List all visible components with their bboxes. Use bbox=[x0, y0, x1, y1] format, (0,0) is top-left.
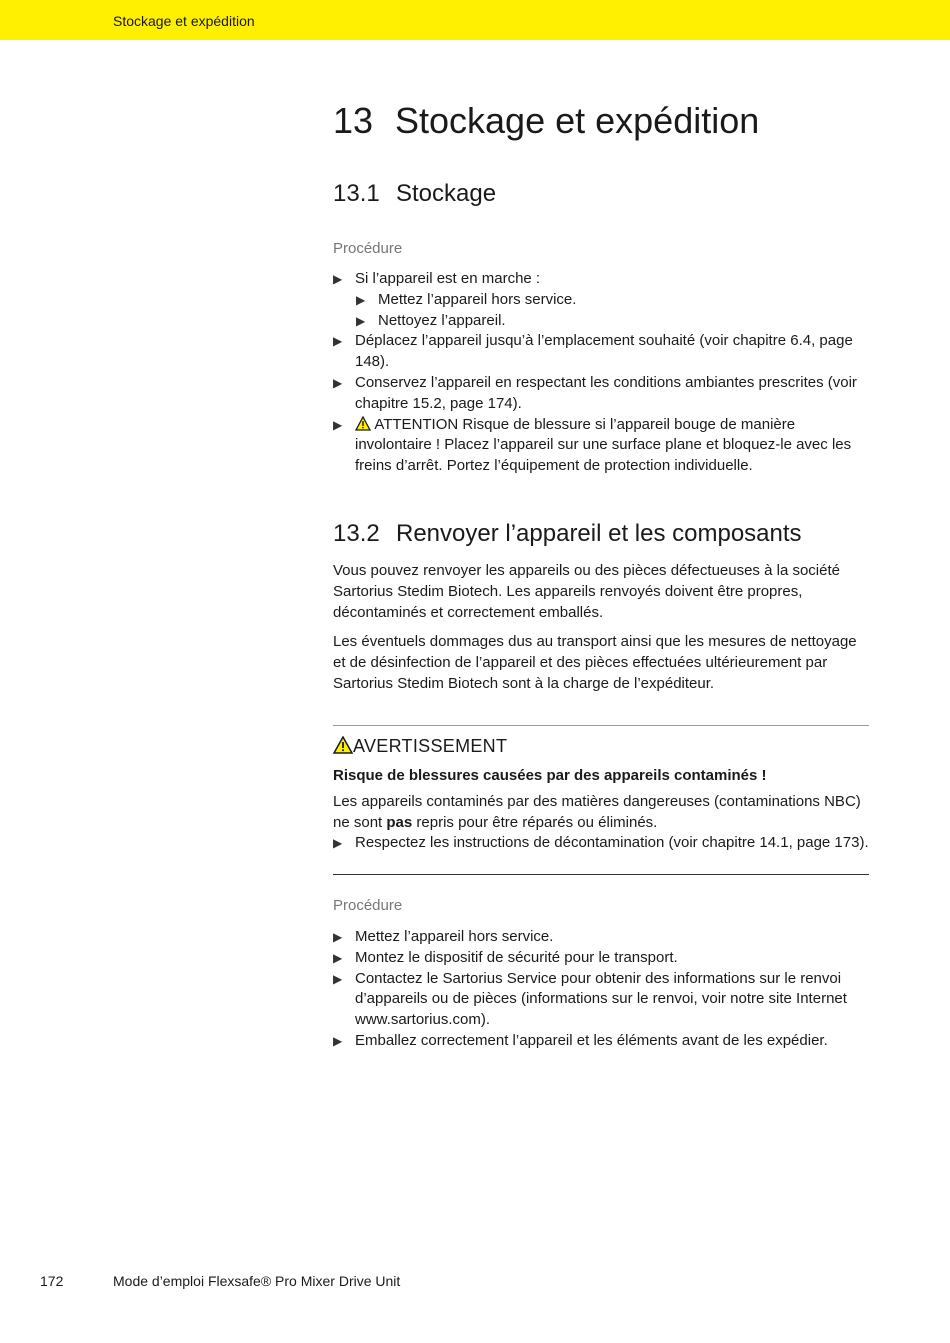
warning-text bbox=[333, 792, 869, 834]
section-title-return bbox=[333, 520, 802, 548]
list-item bbox=[333, 1031, 869, 1052]
step-text: Nettoyez l’appareil. bbox=[378, 311, 506, 329]
step-text: Conservez l’appareil en respectant les conditions ambiantes prescrites (voir chapitre 15.2, page 174). bbox=[355, 373, 857, 412]
header-band bbox=[0, 0, 950, 40]
list-item bbox=[333, 290, 869, 311]
arrow-bullet-icon: ▶ bbox=[333, 950, 343, 965]
list-item bbox=[333, 833, 869, 854]
step-text: Si l’appareil est en marche : bbox=[355, 270, 541, 287]
step-text: Contactez le Sartorius Service pour obtenir des informations sur le renvoi d’appareils ou de pièces (informations sur le renvoi, voir notre site Internet www.sartorius.com). bbox=[355, 969, 847, 1029]
warning-steps-list bbox=[333, 833, 869, 854]
page-number: 172 bbox=[40, 1273, 64, 1289]
attention-text: Risque de blessure si l’appareil bouge de manière involontaire ! Placez l’appareil sur une surface plane et bloquez-le avec les freins d’arrêt. Portez l’équipement de protection individuelle. bbox=[355, 415, 852, 475]
warning-title-text: AVERTISSEMENT bbox=[353, 736, 508, 756]
arrow-bullet-icon: ▶ bbox=[356, 292, 366, 307]
document-title: Mode d’emploi Flexsafe® Pro Mixer Drive Unit bbox=[113, 1273, 401, 1289]
step-text: Déplacez l’appareil jusqu’à l’emplacement souhaité (voir chapitre 6.4, page 148). bbox=[355, 332, 853, 371]
arrow-bullet-icon: ▶ bbox=[333, 930, 343, 944]
warning-triangle-icon bbox=[333, 736, 353, 754]
warning-subtitle: Risque de blessures causées par des appareils contaminés ! bbox=[333, 767, 767, 784]
section-title-text: Stockage bbox=[396, 180, 497, 207]
storage-steps-list bbox=[333, 269, 869, 477]
list-item bbox=[333, 269, 869, 290]
section-title-text: Renvoyer l’appareil et les composants bbox=[396, 520, 802, 547]
list-item bbox=[333, 311, 869, 332]
list-item bbox=[333, 373, 869, 415]
list-item bbox=[333, 331, 869, 373]
section-number: 13.1 bbox=[333, 180, 380, 207]
attention-keyword: ATTENTION bbox=[374, 415, 459, 433]
warning-text-bold: pas bbox=[386, 813, 413, 831]
list-item bbox=[333, 927, 869, 948]
paragraph: Les éventuels dommages dus au transport ainsi que les mesures de nettoyage et de désinfection de l’appareil et des pièces effectuées ultérieurement par Sartorius Stedim Biotech sont à la charge de l’expéditeur. bbox=[333, 633, 857, 692]
return-steps-list bbox=[333, 927, 869, 1052]
chapter-title bbox=[333, 100, 869, 142]
warning-text-part: repris pour être réparés ou éliminés. bbox=[412, 813, 658, 831]
list-item-attention bbox=[333, 415, 869, 477]
chapter-number: 13 bbox=[333, 100, 374, 141]
warning-box bbox=[333, 725, 869, 875]
arrow-bullet-icon: ▶ bbox=[333, 971, 343, 986]
procedure-label: Procédure bbox=[333, 240, 403, 257]
list-item bbox=[333, 948, 869, 969]
arrow-bullet-icon: ▶ bbox=[333, 417, 343, 432]
step-text: Mettez l’appareil hors service. bbox=[378, 290, 577, 308]
arrow-bullet-icon: ▶ bbox=[333, 334, 343, 349]
section-number: 13.2 bbox=[333, 520, 380, 547]
step-text: Mettez l’appareil hors service. bbox=[355, 928, 554, 945]
paragraph: Vous pouvez renvoyer les appareils ou des pièces défectueuses à la société Sartorius Stedim Biotech. Les appareils renvoyés doivent être propres, décontaminés et correctement emballés. bbox=[333, 562, 840, 621]
step-text: Montez le dispositif de sécurité pour le transport. bbox=[355, 948, 678, 966]
warning-title bbox=[333, 736, 507, 757]
warning-text-part: Les appareils contaminés par des matières dangereuses (contaminations NBC) ne sont bbox=[333, 793, 861, 831]
running-title: Stockage et expédition bbox=[113, 13, 255, 29]
arrow-bullet-icon: ▶ bbox=[333, 375, 343, 390]
arrow-bullet-icon: ▶ bbox=[333, 836, 343, 850]
list-item bbox=[333, 969, 869, 1031]
chapter-title-text: Stockage et expédition bbox=[395, 100, 760, 141]
step-text: Respectez les instructions de décontamination (voir chapitre 14.1, page 173). bbox=[355, 834, 869, 851]
arrow-bullet-icon: ▶ bbox=[333, 1033, 343, 1048]
arrow-bullet-icon: ▶ bbox=[356, 313, 366, 328]
procedure-label: Procédure bbox=[333, 897, 403, 914]
step-text: Emballez correctement l’appareil et les éléments avant de les expédier. bbox=[355, 1031, 828, 1049]
arrow-bullet-icon: ▶ bbox=[333, 272, 343, 286]
warning-triangle-icon bbox=[355, 416, 371, 431]
section-title-storage bbox=[333, 180, 496, 208]
